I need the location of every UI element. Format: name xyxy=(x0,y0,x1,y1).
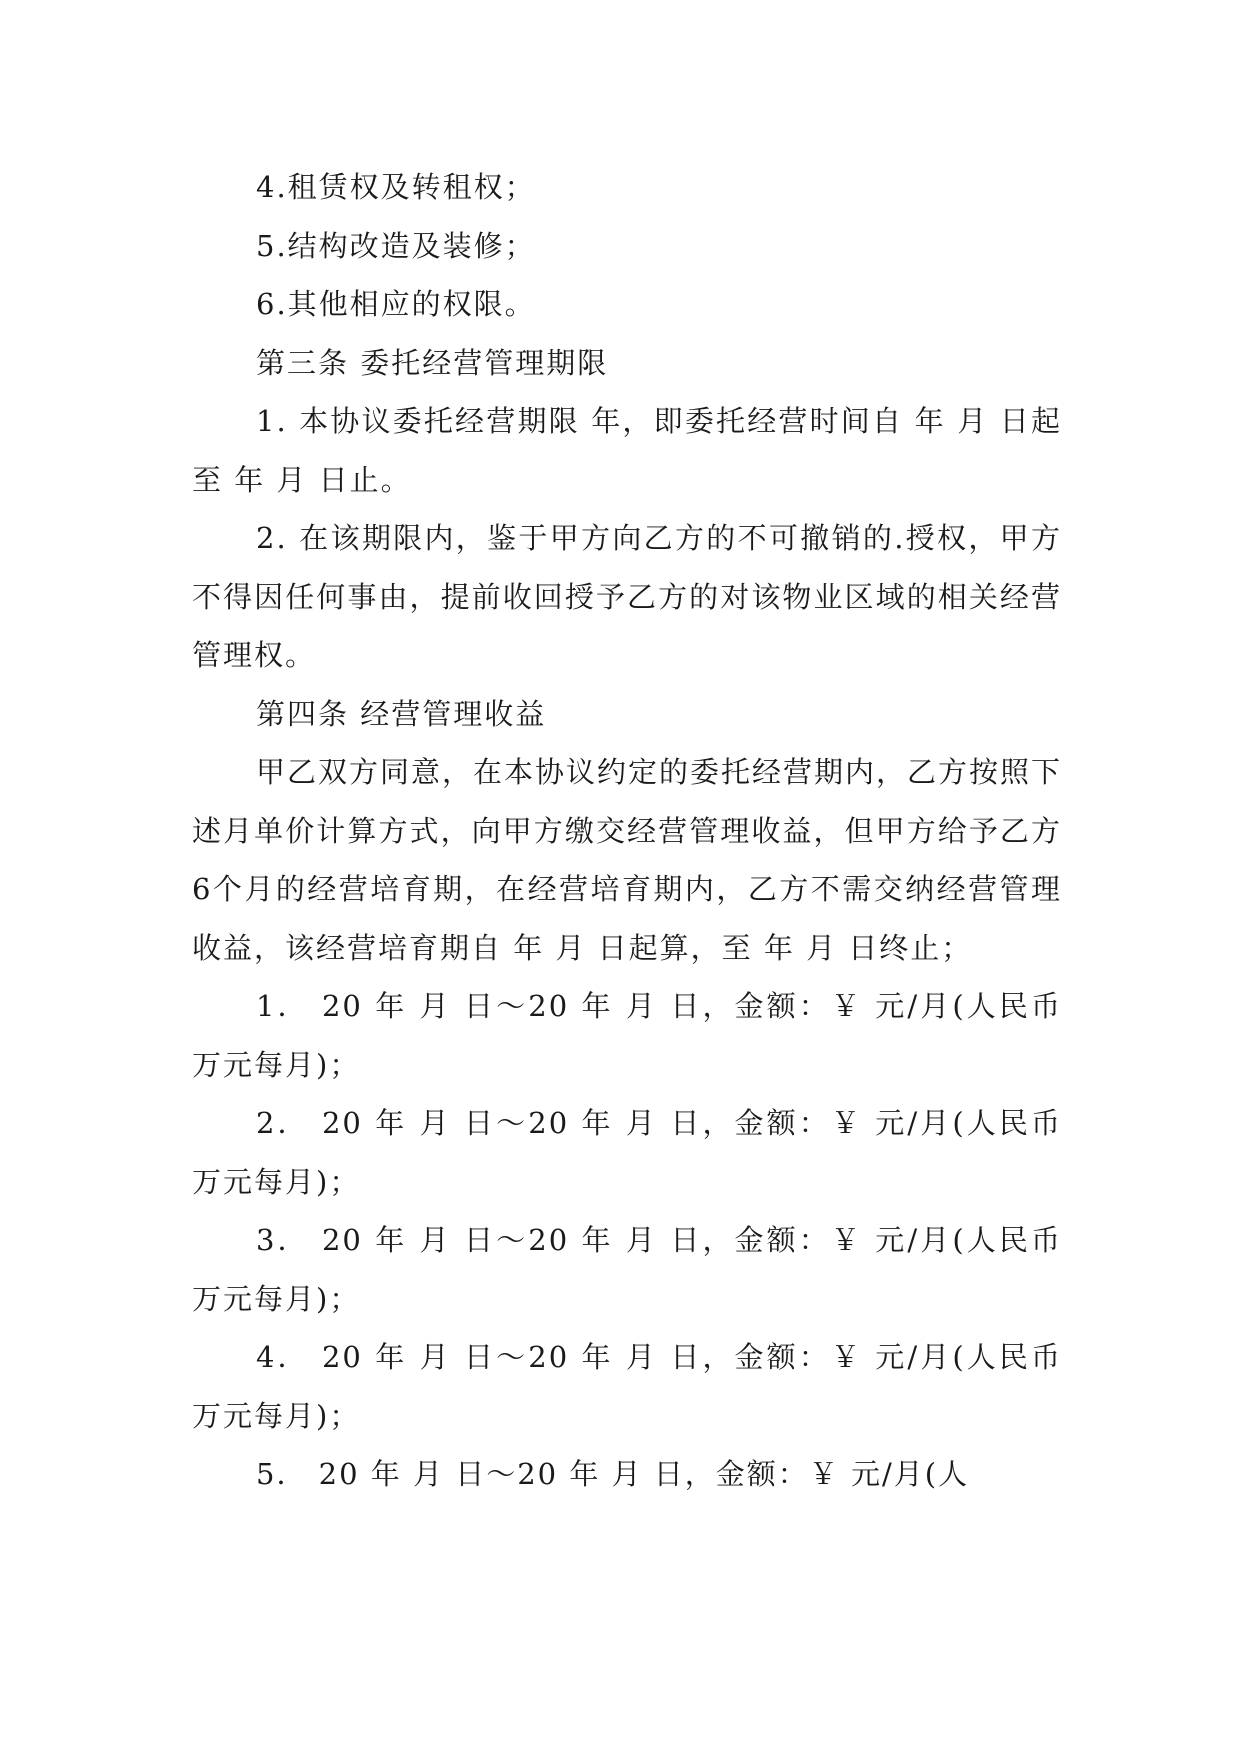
payment-item-3: 3． 20 年 月 日～20 年 月 日，金额：￥ 元/月(人民币 万元每月)； xyxy=(192,1223,1074,1316)
article-3-heading: 第三条 委托经营管理期限 xyxy=(256,345,609,380)
clause-item-5: 5.结构改造及装修； xyxy=(256,228,536,263)
article-3-item-1: 1. 本协议委托经营期限 年，即委托经营时间自 年 月 日起至 年 月 日止。 xyxy=(192,404,1062,497)
article-3-item-2: 2. 在该期限内，鉴于甲方向乙方的不可撤销的.授权，甲方不得因任何事由，提前收回授予乙方的对该物业区域的相关经营管理权。 xyxy=(192,521,1062,672)
clause-item-6: 6.其他相应的权限。 xyxy=(256,287,536,321)
payment-item-5: 5． 20 年 月 日～20 年 月 日，金额：￥ 元/月(人 xyxy=(256,1457,970,1491)
payment-item-2: 2． 20 年 月 日～20 年 月 日，金额：￥ 元/月(人民币 万元每月)； xyxy=(192,1106,1074,1199)
document-body xyxy=(192,158,1074,1504)
payment-item-1: 1． 20 年 月 日～20 年 月 日，金额：￥ 元/月(人民币 万元每月)； xyxy=(192,989,1074,1082)
payment-item-4: 4． 20 年 月 日～20 年 月 日，金额：￥ 元/月(人民币 万元每月)； xyxy=(192,1340,1074,1433)
article-4-intro: 甲乙双方同意，在本协议约定的委托经营期内，乙方按照下述月单价计算方式，向甲方缴交经营管理收益，但甲方给予乙方6个月的经营培育期，在经营培育期内，乙方不需交纳经营管理收益，该经营培育期自 年 月 日起算，至 年 月 日终止； xyxy=(192,755,1063,965)
article-4-heading: 第四条 经营管理收益 xyxy=(256,696,547,731)
clause-item-4: 4.租赁权及转租权； xyxy=(256,170,536,204)
